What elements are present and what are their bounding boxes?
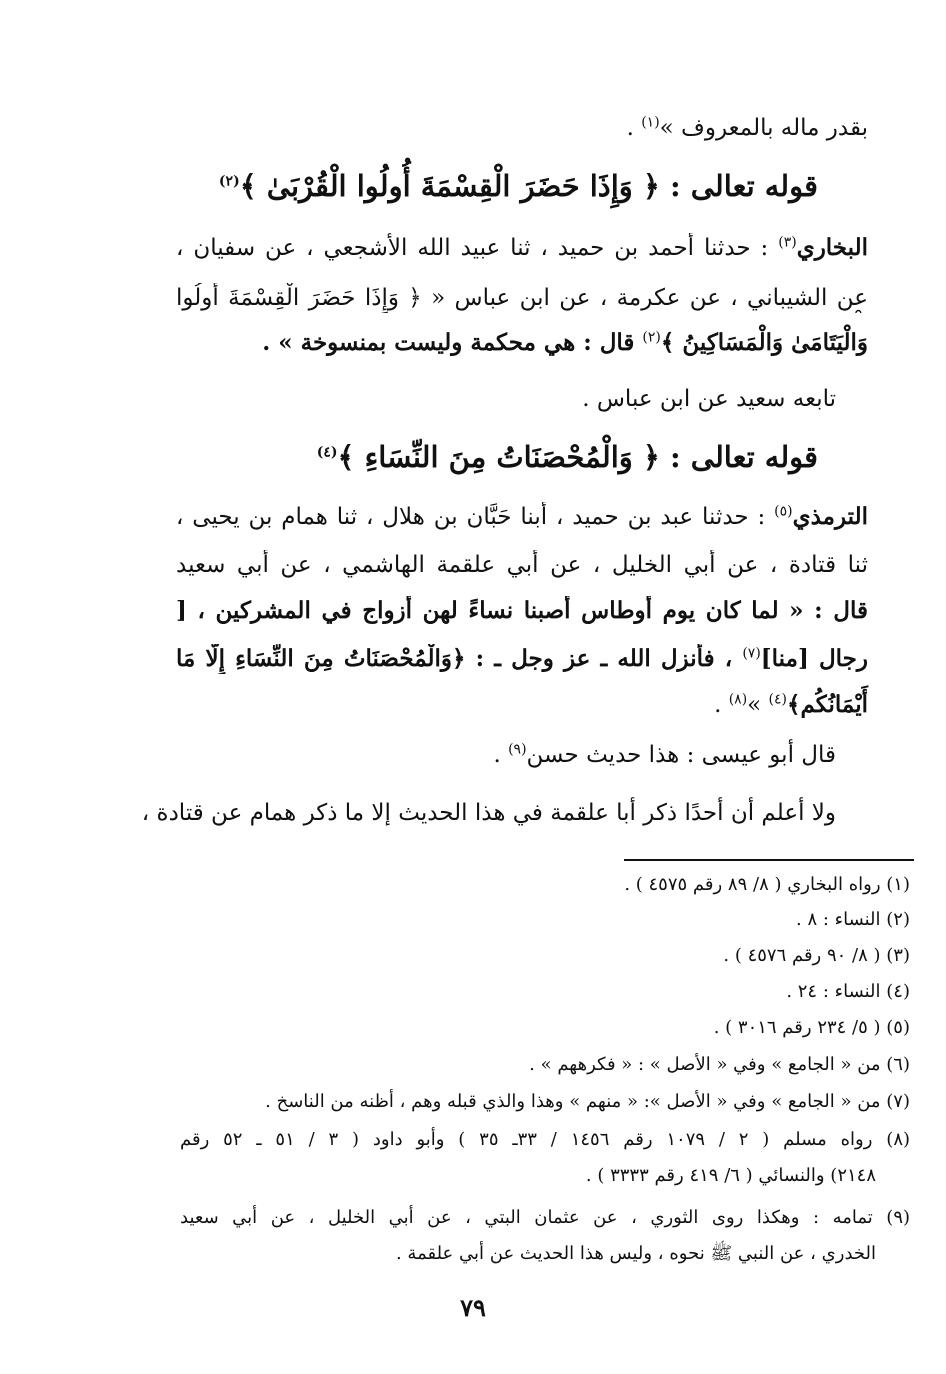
body-text: . bbox=[714, 692, 729, 718]
footnote-8-continued: ٢١٤٨) والنسائي ( ٦/ ٤١٩ رقم ٣٣٣٣ ) . bbox=[585, 1165, 876, 1186]
body-line-10 bbox=[714, 690, 868, 720]
body-line-9 bbox=[176, 644, 868, 674]
body-line-7 bbox=[176, 550, 868, 580]
body-text: ثنا قتادة ، عن أبي الخليل ، عن أبي علقمة الهاشمي ، عن أبي سعيد bbox=[176, 552, 868, 578]
narrator-name: البخاري bbox=[796, 234, 868, 261]
body-text: قال أبو عيسى : هذا حديث حسن bbox=[526, 742, 836, 768]
footnote-1: (١) رواه البخاري ( ٨/ ٨٩ رقم ٤٥٧٥ ) . bbox=[624, 874, 910, 895]
footnote-9: (٩) تمامه : وهكذا روى الثوري ، عن عثمان البتي ، عن أبي الخليل ، عن أبي سعيد bbox=[180, 1207, 910, 1228]
footnote-ref: (٧) bbox=[742, 645, 761, 662]
footnote-4: (٤) النساء : ٢٤ . bbox=[786, 981, 910, 1002]
body-text: ولا أعلم أن أحدًا ذكر أبا علقمة في هذا الحديث إلا ما ذكر همام عن قتادة ، bbox=[141, 800, 836, 826]
footnote-6: (٦) من « الجامع » وفي « الأصل » : « فكرههم » . bbox=[529, 1054, 910, 1075]
footnote-separator bbox=[624, 859, 914, 861]
footnote-5: (٥) ( ٥/ ٢٣٤ رقم ٣٠١٦ ) . bbox=[713, 1017, 910, 1038]
body-text: قال : هي محكمة وليست بمنسوخة » . bbox=[262, 329, 643, 356]
body-text: . bbox=[493, 742, 509, 768]
footnote-ref: (٩) bbox=[508, 741, 527, 758]
heading-text: قوله تعالى : ﴿ وَإِذَا حَضَرَ الْقِسْمَةَ أُولُوا الْقُرْبَىٰ ﴾ bbox=[239, 169, 818, 203]
section-heading-1 bbox=[219, 166, 818, 206]
narrator-name: الترمذي bbox=[792, 503, 868, 530]
body-text: ، فأنزل الله ـ عز وجل ـ : ﴿وَالْمُحْصَنَاتُ مِنَ النِّسَاءِ إِلَّا مَا bbox=[176, 645, 733, 672]
footnote-ref: (٢) bbox=[642, 329, 661, 346]
body-line-4 bbox=[262, 328, 868, 358]
heading-text: قوله تعالى : ﴿ وَالْمُحْصَنَاتُ مِنَ النِّسَاءِ ﴾ bbox=[337, 440, 818, 474]
body-line-8 bbox=[176, 596, 868, 626]
page-number: ٧٩ bbox=[460, 1293, 486, 1322]
body-text: : حدثنا أحمد بن حميد ، ثنا عبيد الله الأشجعي ، عن سفيان ، bbox=[176, 235, 779, 261]
body-text: تابعه سعيد عن ابن عباس . bbox=[582, 386, 836, 412]
footnote-ref: (١) bbox=[641, 114, 660, 131]
body-line-3 bbox=[176, 283, 868, 313]
body-line-12 bbox=[142, 798, 836, 828]
body-line-6 bbox=[176, 502, 868, 532]
body-text: وَالْيَتَامَىٰ وَالْمَسَاكِينُ ﴾ bbox=[660, 329, 868, 356]
footnote-ref: (٤) bbox=[316, 444, 338, 461]
footnote-ref: (٥) bbox=[774, 503, 793, 520]
body-line-5 bbox=[582, 384, 836, 414]
body-text: قال : « لما كان يوم أوطاس أصبنا نساءً لهن أزواج في المشركين ، [ bbox=[176, 597, 868, 624]
body-line-11 bbox=[493, 740, 836, 770]
footnote-2: (٢) النساء : ٨ . bbox=[795, 909, 910, 930]
footnote-3: (٣) ( ٨/ ٩٠ رقم ٤٥٧٦ ) . bbox=[723, 945, 910, 966]
footnote-ref: (٣) bbox=[778, 234, 797, 251]
footnote-8: (٨) رواه مسلم ( ٢ / ١٠٧٩ رقم ١٤٥٦ / ٣٣ـ ٣٥ ) وأبو داود ( ٣ / ٥١ ـ ٥٢ رقم bbox=[180, 1129, 910, 1150]
footnote-9-continued: الخدري ، عن النبي ﷺ نحوه ، وليس هذا الحديث عن أبي علقمة . bbox=[395, 1243, 876, 1264]
body-text: . bbox=[626, 115, 642, 141]
footnote-ref: (٨) bbox=[728, 691, 748, 708]
body-text: » bbox=[747, 692, 769, 718]
footnote-7: (٧) من « الجامع » وفي « الأصل »: « منهم » وهذا والذي قبله وهم ، أظنه من الناسخ . bbox=[265, 1091, 910, 1112]
body-line-2 bbox=[176, 233, 868, 263]
footnote-ref: (٤) bbox=[768, 691, 788, 708]
footnote-ref: (٢) bbox=[218, 173, 240, 190]
body-text: عن الشيباني ، عن عكرمة ، عن ابن عباس « ﴿ وَإِذَا حَضَرَ الْقِسْمَةَ أُولُوا bbox=[176, 285, 868, 311]
section-heading-2 bbox=[317, 437, 818, 477]
body-line-1 bbox=[627, 113, 868, 143]
body-text: : حدثنا عبد بن حميد ، أبنا حَبَّان بن هلال ، ثنا همام بن يحيى ، bbox=[176, 504, 775, 530]
body-text: بقدر ماله بالمعروف » bbox=[659, 115, 868, 141]
body-text: أَيْمَانُكُم﴾ bbox=[787, 691, 868, 718]
body-text: رجال [منا] bbox=[760, 645, 868, 672]
